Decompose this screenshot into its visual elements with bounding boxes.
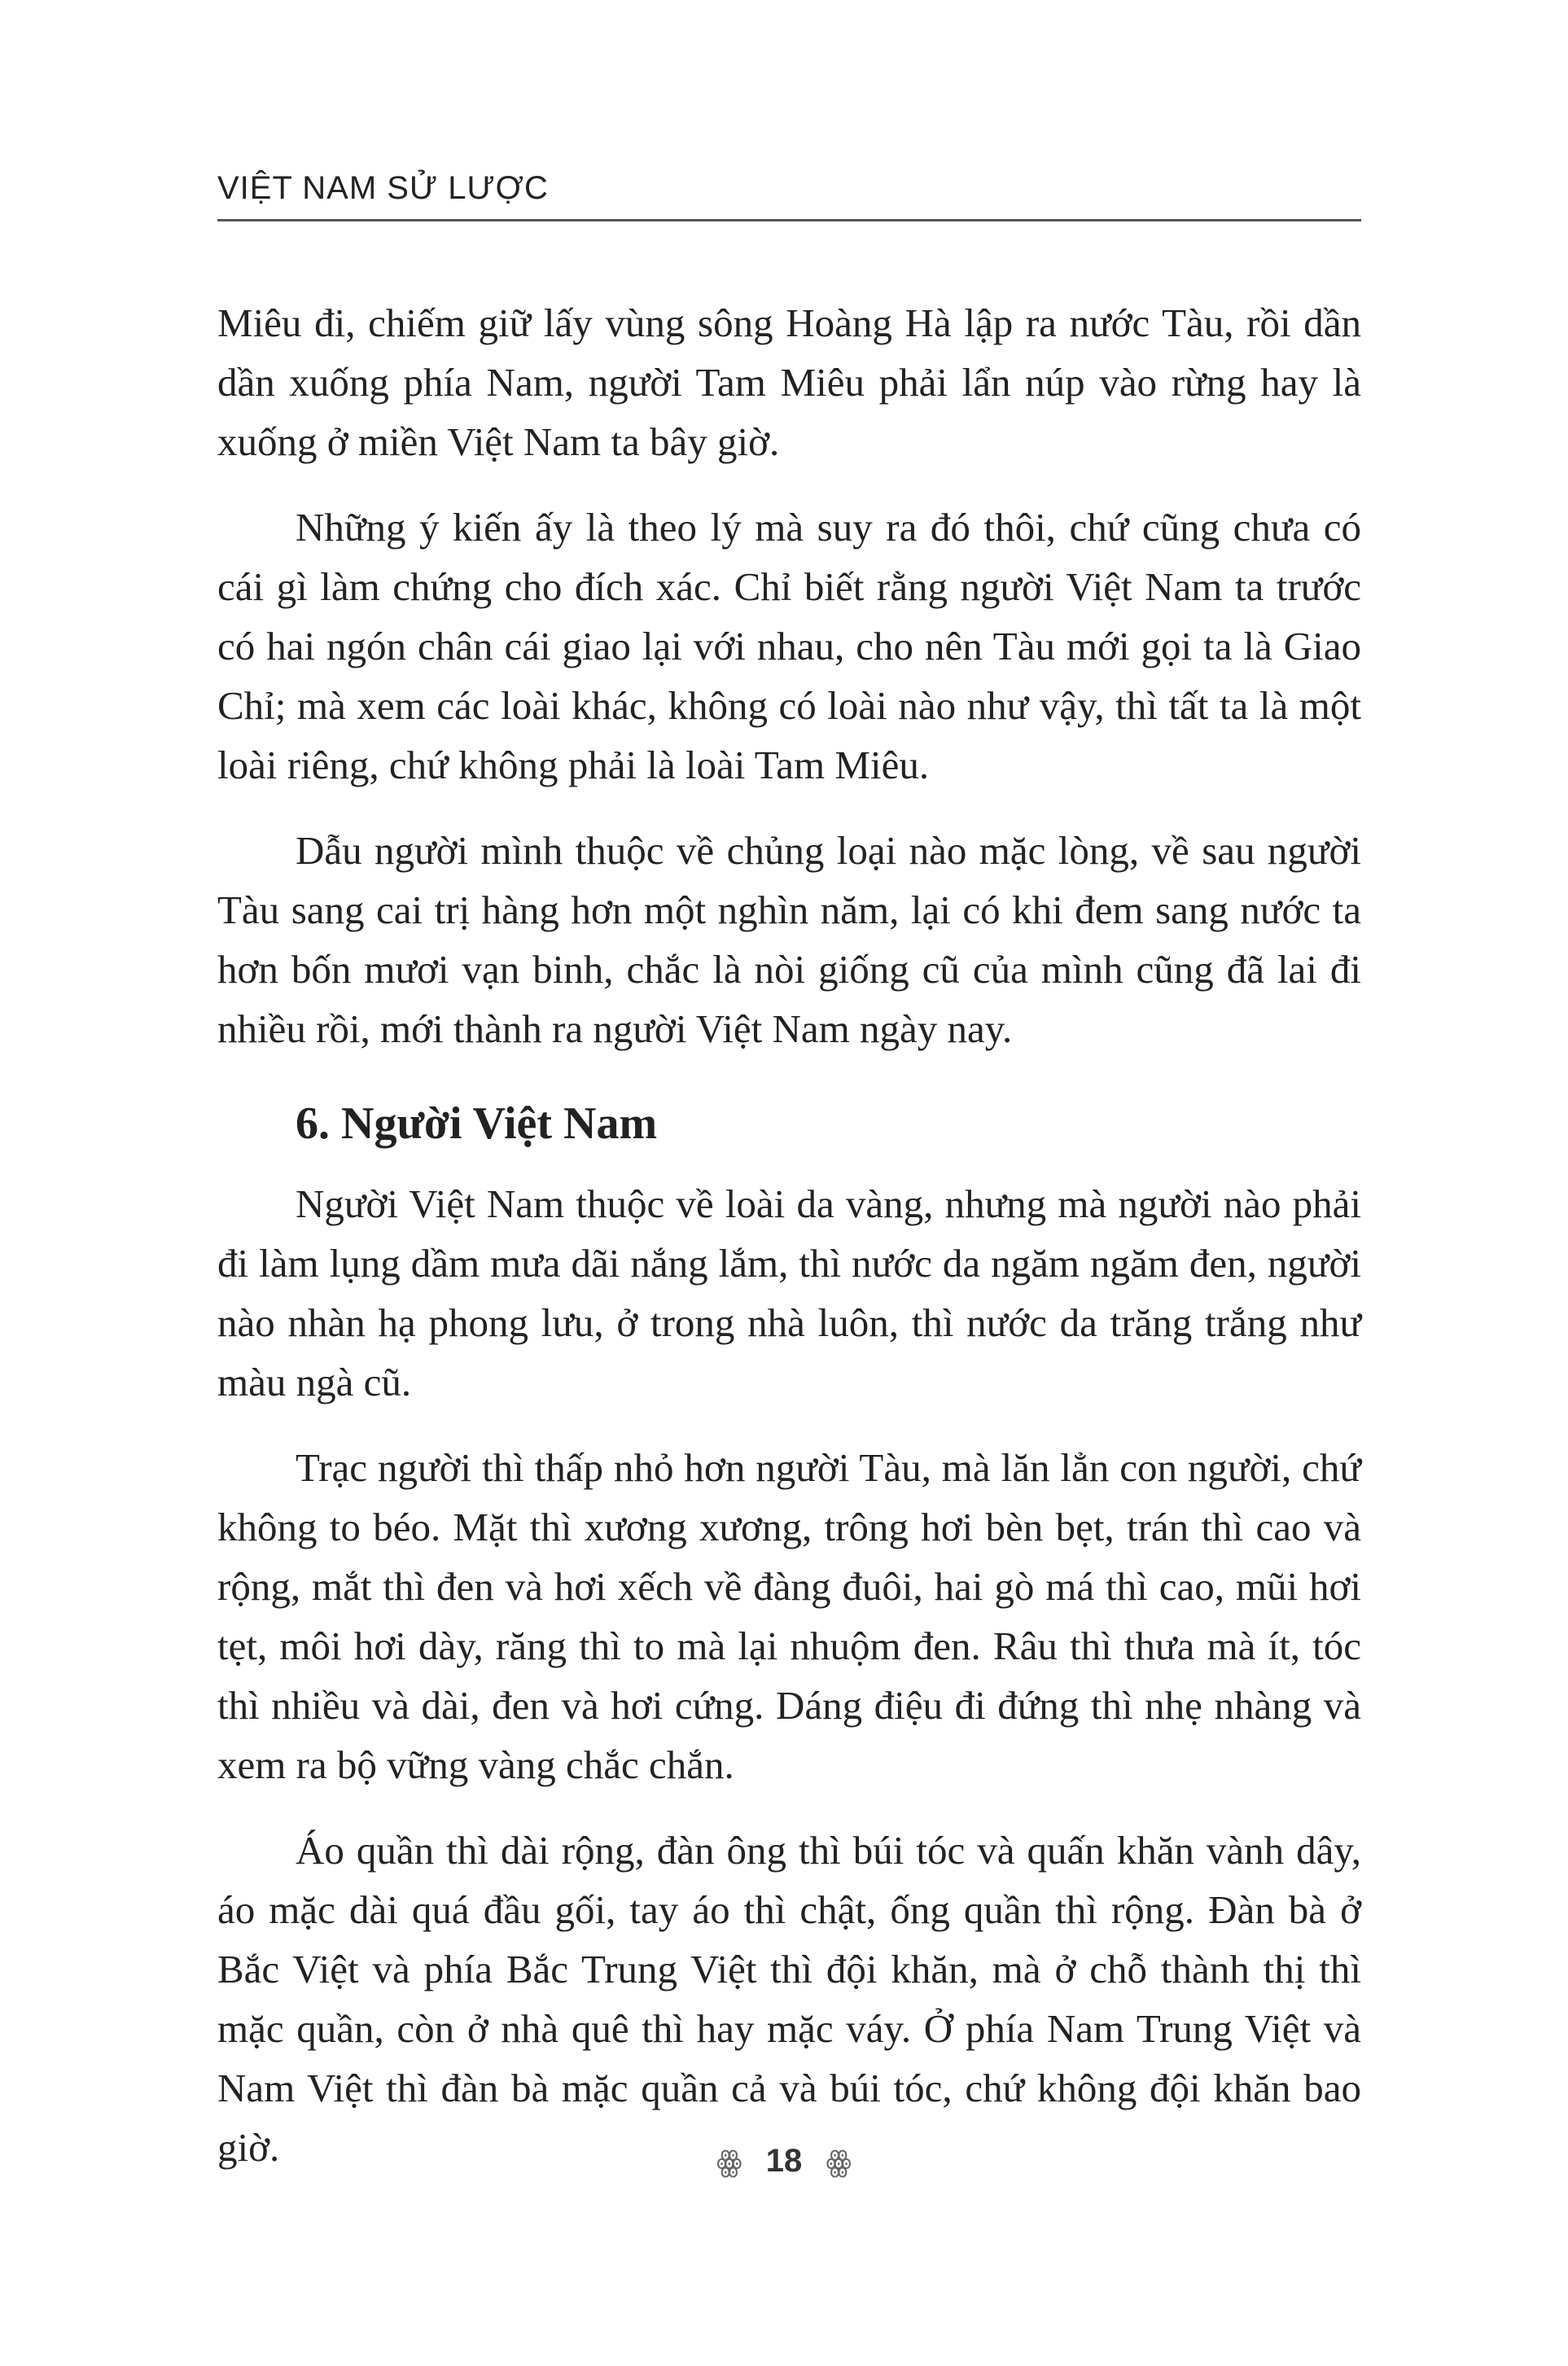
paragraph: Trạc người thì thấp nhỏ hơn người Tàu, mà lăn lẳn con người, chứ không to béo. Mặt thì xương xương, trông hơi bèn bẹt, trán thì cao và rộng, mắt thì đen và hơi xếch về đàng đuôi, hai gò má thì cao, mũi hơi tẹt, môi hơi dày, răng thì to mà lại nhuộm đen. Râu thì thưa mà ít, tóc thì nhiều và dài, đen và hơi cứng. Dáng điệu đi đứng thì nhẹ nhàng và xem ra bộ vững vàng chắc chắn. [217, 1445, 1361, 1787]
running-header-title: VIỆT NAM SỬ LƯỢC [217, 170, 549, 206]
paragraph: Những ý kiến ấy là theo lý mà suy ra đó thôi, chứ cũng chưa có cái gì làm chứng cho đích xác. Chỉ biết rằng người Việt Nam ta trước có hai ngón chân cái giao lại với nhau, cho nên Tàu mới gọi ta là Giao Chỉ; mà xem các loài khác, không có loài nào như vậy, thì tất ta là một loài riêng, chứ không phải là loài Tam Miêu. [217, 505, 1361, 787]
page-footer [0, 2143, 1568, 2180]
page-header [217, 167, 1361, 221]
paragraph: Áo quần thì dài rộng, đàn ông thì búi tóc và quấn khăn vành dây, áo mặc dài quá đầu gối, tay áo thì chật, ống quần thì rộng. Đàn bà ở Bắc Việt và phía Bắc Trung Việt thì đội khăn, mà ở chỗ thành thị thì mặc quần, còn ở nhà quê thì hay mặc váy. Ở phía Nam Trung Việt và Nam Việt thì đàn bà mặc quần cả và búi tóc, chứ không đội khăn bao giờ. [217, 1828, 1361, 2170]
page-body [217, 293, 1361, 2203]
paragraph-continued: Miêu đi, chiếm giữ lấy vùng sông Hoàng Hà lập ra nước Tàu, rồi dần dần xuống phía Nam, người Tam Miêu phải lẩn núp vào rừng hay là xuống ở miền Việt Nam ta bây giờ. [217, 300, 1361, 464]
left-ornament-icon: ꙮ [716, 2145, 742, 2178]
right-ornament-icon: ꙮ [826, 2145, 852, 2178]
header-divider [217, 219, 1361, 221]
paragraph: Người Việt Nam thuộc về loài da vàng, nhưng mà người nào phải đi làm lụng dầm mưa dãi nắng lắm, thì nước da ngăm ngăm đen, người nào nhàn hạ phong lưu, ở trong nhà luôn, thì nước da trăng trắng như màu ngà cũ. [217, 1181, 1361, 1404]
page-number: 18 [765, 2143, 803, 2179]
section-heading: 6. Người Việt Nam [296, 1098, 658, 1149]
paragraph: Dẫu người mình thuộc về chủng loại nào mặc lòng, về sau người Tàu sang cai trị hàng hơn một nghìn năm, lại có khi đem sang nước ta hơn bốn mươi vạn binh, chắc là nòi giống cũ của mình cũng đã lai đi nhiều rồi, mới thành ra người Việt Nam ngày nay. [217, 828, 1361, 1051]
